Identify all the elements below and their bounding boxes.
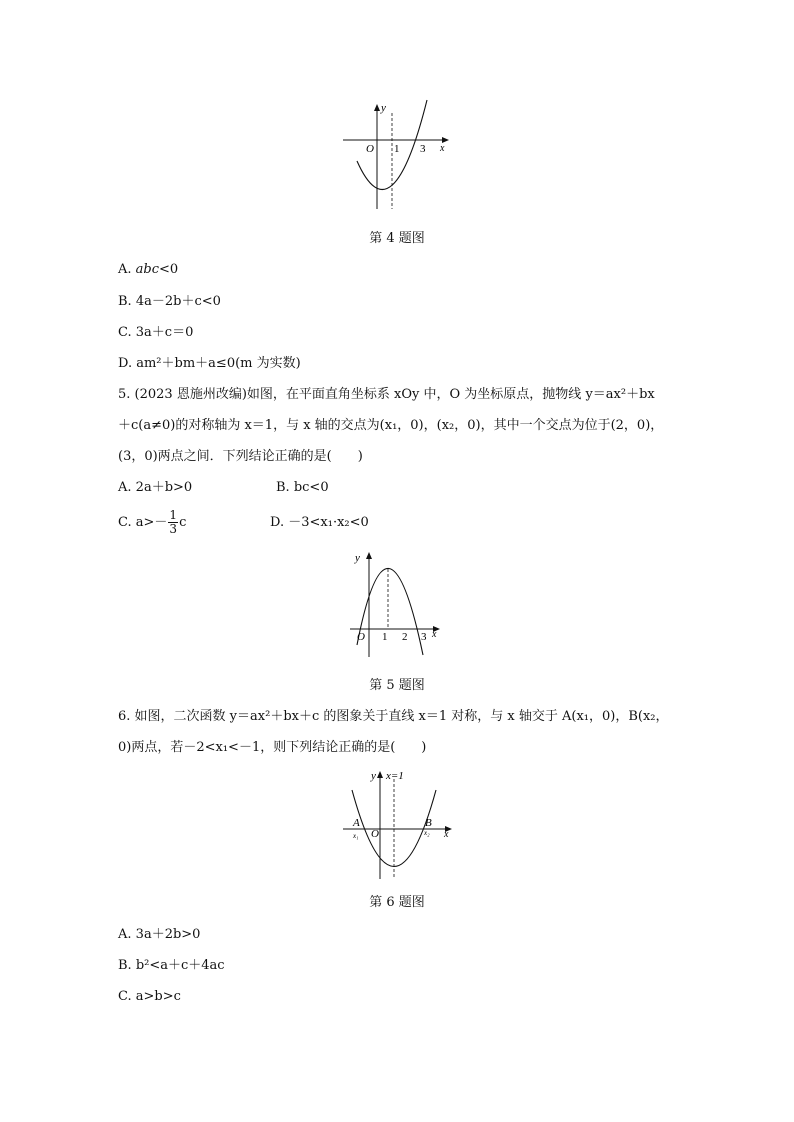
q5-option-b-letter: B. bbox=[276, 480, 290, 495]
q5-x-label: x bbox=[432, 629, 437, 640]
q5-option-c-letter: C. bbox=[118, 515, 132, 530]
q4-graph bbox=[335, 95, 460, 220]
q6-x1-label: x₁ bbox=[353, 832, 359, 840]
q6-y-arrow bbox=[377, 771, 383, 778]
q5-source: (2023 恩施州改编) bbox=[134, 387, 247, 402]
q6-point-b: B bbox=[425, 817, 432, 829]
q5-tick-3: 3 bbox=[421, 631, 427, 643]
q4-option-b bbox=[118, 294, 221, 310]
q6-figure bbox=[338, 765, 458, 885]
q6-line1-text: 如图，二次函数 y＝ax²＋bx＋c 的图象关于直线 x＝1 对称，与 x 轴交于 A(x₁，0)，B(x₂， bbox=[134, 709, 669, 724]
q4-option-c bbox=[118, 325, 193, 341]
q4-origin-label: O bbox=[366, 143, 374, 155]
q5-option-d-letter: D. bbox=[270, 515, 285, 530]
q5-option-b-text: bc<0 bbox=[293, 480, 329, 495]
q4-option-d-letter: D. bbox=[118, 356, 133, 371]
q5-option-c-prefix: a>－ bbox=[135, 515, 168, 530]
q4-option-a-italic: abc bbox=[135, 262, 160, 277]
q5-origin-label: O bbox=[357, 631, 365, 643]
q4-tick-1: 1 bbox=[394, 143, 400, 155]
q4-figure bbox=[335, 95, 460, 220]
q4-option-c-text: 3a＋c＝0 bbox=[135, 325, 194, 340]
q6-option-c-letter: C. bbox=[118, 989, 132, 1004]
q6-option-b-text: b²<a＋c＋4ac bbox=[135, 958, 225, 973]
q4-y-arrow bbox=[374, 104, 380, 111]
q6-caption: 第 6 题图 bbox=[369, 895, 425, 910]
q5-option-a-letter: A. bbox=[118, 480, 132, 495]
q5-stem-line-2: ＋c(a≠0)的对称轴为 x＝1，与 x 轴的交点为(x₁，0)，(x₂，0)，其中一个交点为位于(2，0)， bbox=[118, 418, 664, 433]
q6-stem-line-1 bbox=[118, 709, 669, 725]
q5-caption: 第 5 题图 bbox=[369, 678, 425, 693]
q4-tick-3: 3 bbox=[420, 143, 426, 155]
q5-figure bbox=[345, 545, 450, 663]
q6-number: 6. bbox=[118, 709, 131, 724]
q5-option-d bbox=[270, 515, 369, 531]
q6-option-a-letter: A. bbox=[118, 927, 132, 942]
q6-axis-label: x=1 bbox=[386, 770, 404, 782]
q5-option-c-fraction bbox=[168, 509, 178, 536]
q5-option-c-denominator: 3 bbox=[169, 522, 178, 536]
q4-option-d bbox=[118, 356, 301, 372]
q5-stem-line-1 bbox=[118, 387, 655, 403]
q4-option-a-tail: <0 bbox=[159, 262, 179, 277]
q5-option-c-numerator: 1 bbox=[169, 508, 178, 522]
q5-parabola bbox=[357, 568, 423, 655]
q5-graph bbox=[345, 545, 450, 663]
q6-point-a: A bbox=[353, 817, 360, 829]
q5-option-a bbox=[118, 480, 192, 496]
q6-option-b bbox=[118, 958, 225, 974]
q6-y-label: y bbox=[371, 770, 376, 782]
q4-option-a bbox=[118, 262, 178, 278]
q5-option-c-suffix: c bbox=[179, 515, 187, 530]
q5-line1-rest: 如图，在平面直角坐标系 xOy 中，O 为坐标原点，抛物线 y＝ax²＋bx bbox=[246, 387, 655, 402]
q6-option-a-text: 3a＋2b>0 bbox=[135, 927, 201, 942]
q4-option-b-letter: B. bbox=[118, 294, 132, 309]
q5-option-b bbox=[276, 480, 329, 496]
q6-origin-label: O bbox=[371, 828, 379, 840]
q6-graph bbox=[338, 765, 458, 885]
q5-stem-line-3: (3，0)两点之间．下列结论正确的是( ) bbox=[118, 449, 363, 464]
q4-y-label: y bbox=[381, 102, 386, 114]
q6-option-a bbox=[118, 927, 200, 943]
q4-option-b-text: 4a－2b＋c<0 bbox=[135, 294, 221, 309]
q6-option-c bbox=[118, 989, 181, 1005]
q4-option-c-letter: C. bbox=[118, 325, 132, 340]
q5-y-label: y bbox=[355, 552, 360, 564]
q5-option-a-text: 2a＋b>0 bbox=[135, 480, 193, 495]
q6-option-c-text: a>b>c bbox=[135, 989, 181, 1004]
q5-option-d-text: －3<x₁·x₂<0 bbox=[288, 515, 369, 530]
q4-caption: 第 4 题图 bbox=[369, 231, 425, 246]
q5-number: 5. bbox=[118, 387, 131, 402]
q5-y-arrow bbox=[366, 552, 372, 559]
q5-option-c bbox=[118, 509, 186, 537]
q6-x-label: x bbox=[444, 829, 449, 840]
q5-tick-2: 2 bbox=[402, 631, 408, 643]
q4-x-label: x bbox=[440, 143, 445, 154]
q6-x2-label: x₂ bbox=[424, 829, 430, 837]
q5-tick-1: 1 bbox=[382, 631, 388, 643]
q6-stem-line-2: 0)两点，若－2<x₁<－1，则下列结论正确的是( ) bbox=[118, 740, 427, 755]
q4-option-d-text: am²＋bm＋a≤0(m 为实数) bbox=[136, 356, 301, 371]
q4-option-a-letter: A. bbox=[118, 262, 132, 277]
q6-option-b-letter: B. bbox=[118, 958, 132, 973]
